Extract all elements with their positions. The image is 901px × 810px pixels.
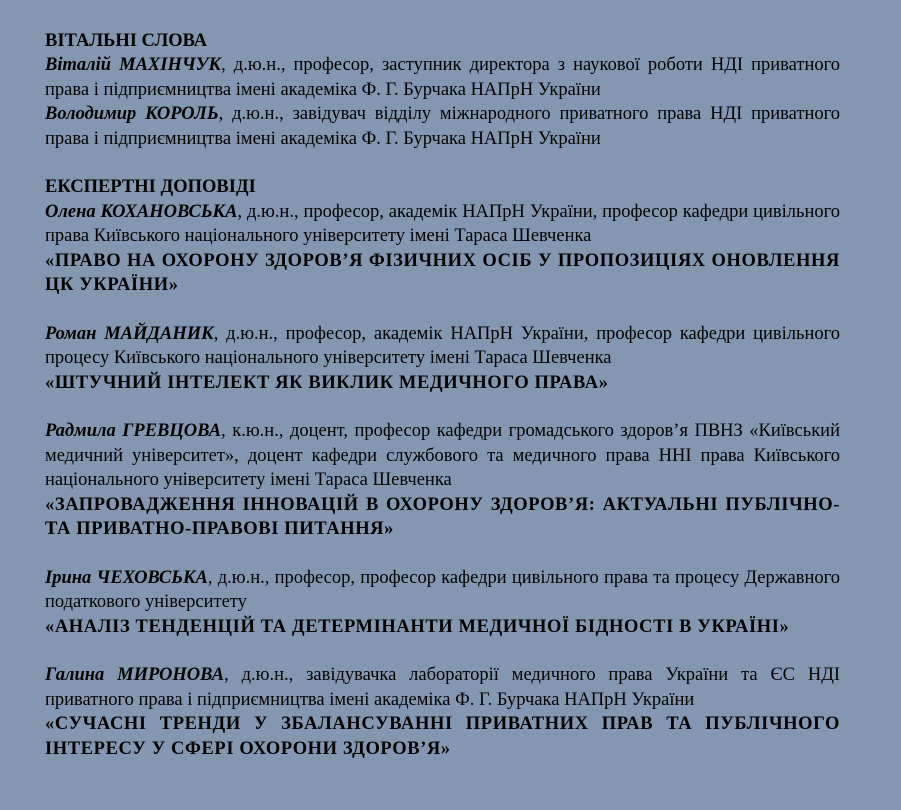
speaker-name: Володимир КОРОЛЬ bbox=[45, 104, 219, 125]
speaker-details: , д.ю.н., професор, професор кафедри цивільного права та процесу Державного податкового університету bbox=[45, 567, 840, 613]
welcome-speaker bbox=[45, 102, 840, 151]
report-title: «ШТУЧНИЙ ІНТЕЛЕКТ ЯК ВИКЛИК МЕДИЧНОГО ПРАВА» bbox=[45, 372, 609, 393]
spacer bbox=[45, 151, 840, 175]
spacer bbox=[45, 395, 840, 419]
report-title: «АНАЛІЗ ТЕНДЕНЦІЙ ТА ДЕТЕРМІНАНТИ МЕДИЧНОЇ БІДНОСТІ В УКРАЇНІ» bbox=[45, 616, 790, 637]
report-speaker bbox=[45, 566, 840, 615]
report-speaker bbox=[45, 419, 840, 492]
expert-heading: ЕКСПЕРТНІ ДОПОВІДІ bbox=[45, 177, 256, 198]
report-speaker bbox=[45, 663, 840, 712]
speaker-details: , к.ю.н., доцент, професор кафедри громадського здоров’я ПВНЗ «Київський медичний університет», доцент кафедри службового та медичного права ННІ права Київського національного університету імені Тараса Шевченка bbox=[45, 421, 840, 491]
speaker-name: Олена КОХАНОВСЬКА bbox=[45, 201, 238, 222]
speaker-name: Роман МАЙДАНИК bbox=[45, 323, 214, 344]
speaker-name: Галина МИРОНОВА bbox=[45, 665, 225, 686]
report-title: «ПРАВО НА ОХОРОНУ ЗДОРОВ’Я ФІЗИЧНИХ ОСІБ У ПРОПОЗИЦІЯХ ОНОВЛЕННЯ ЦК УКРАЇНИ» bbox=[45, 250, 840, 296]
welcome-speaker bbox=[45, 53, 840, 102]
spacer bbox=[45, 541, 840, 565]
welcome-heading: ВІТАЛЬНІ СЛОВА bbox=[45, 31, 208, 51]
speaker-details: , д.ю.н., професор, академік НАПрН України, професор кафедри цивільного процесу Київського національного університету імені Тараса Шевченка bbox=[45, 323, 840, 369]
report-title: «ЗАПРОВАДЖЕННЯ ІННОВАЦІЙ В ОХОРОНУ ЗДОРОВ’Я: АКТУАЛЬНІ ПУБЛІЧНО- ТА ПРИВАТНО-ПРАВОВІ ПИТАННЯ» bbox=[45, 494, 840, 540]
speaker-details: , д.ю.н., завідувач відділу міжнародного приватного права НДІ приватного права і підприємництва імені академіка Ф. Г. Бурчака НАПрН України bbox=[45, 104, 840, 149]
report-speaker bbox=[45, 200, 840, 249]
spacer bbox=[45, 297, 840, 321]
speaker-details: , д.ю.н., професор, заступник директора з наукової роботи НДІ приватного права і підприємництва імені академіка Ф. Г. Бурчака НАПрН України bbox=[45, 55, 840, 100]
speaker-details: , д.ю.н., завідувачка лабораторії медичного права України та ЄС НДІ приватного права і підприємництва імені академіка Ф. Г. Бурчака НАПрН України bbox=[45, 665, 840, 710]
speaker-details: , д.ю.н., професор, академік НАПрН України, професор кафедри цивільного права Київського національного університету імені Тараса Шевченка bbox=[45, 201, 840, 247]
report-title: «СУЧАСНІ ТРЕНДИ У ЗБАЛАНСУВАННІ ПРИВАТНИХ ПРАВ ТА ПУБЛІЧНОГО ІНТЕРЕСУ У СФЕРІ ОХОРОНИ ЗДОРОВ’Я» bbox=[45, 714, 840, 759]
speaker-name: Радмила ГРЕВЦОВА bbox=[45, 421, 222, 442]
speaker-name: Віталій МАХІНЧУК bbox=[45, 55, 222, 76]
report-speaker bbox=[45, 322, 840, 371]
speaker-name: Ірина ЧЕХОВСЬКА bbox=[45, 567, 208, 588]
spacer bbox=[45, 639, 840, 663]
